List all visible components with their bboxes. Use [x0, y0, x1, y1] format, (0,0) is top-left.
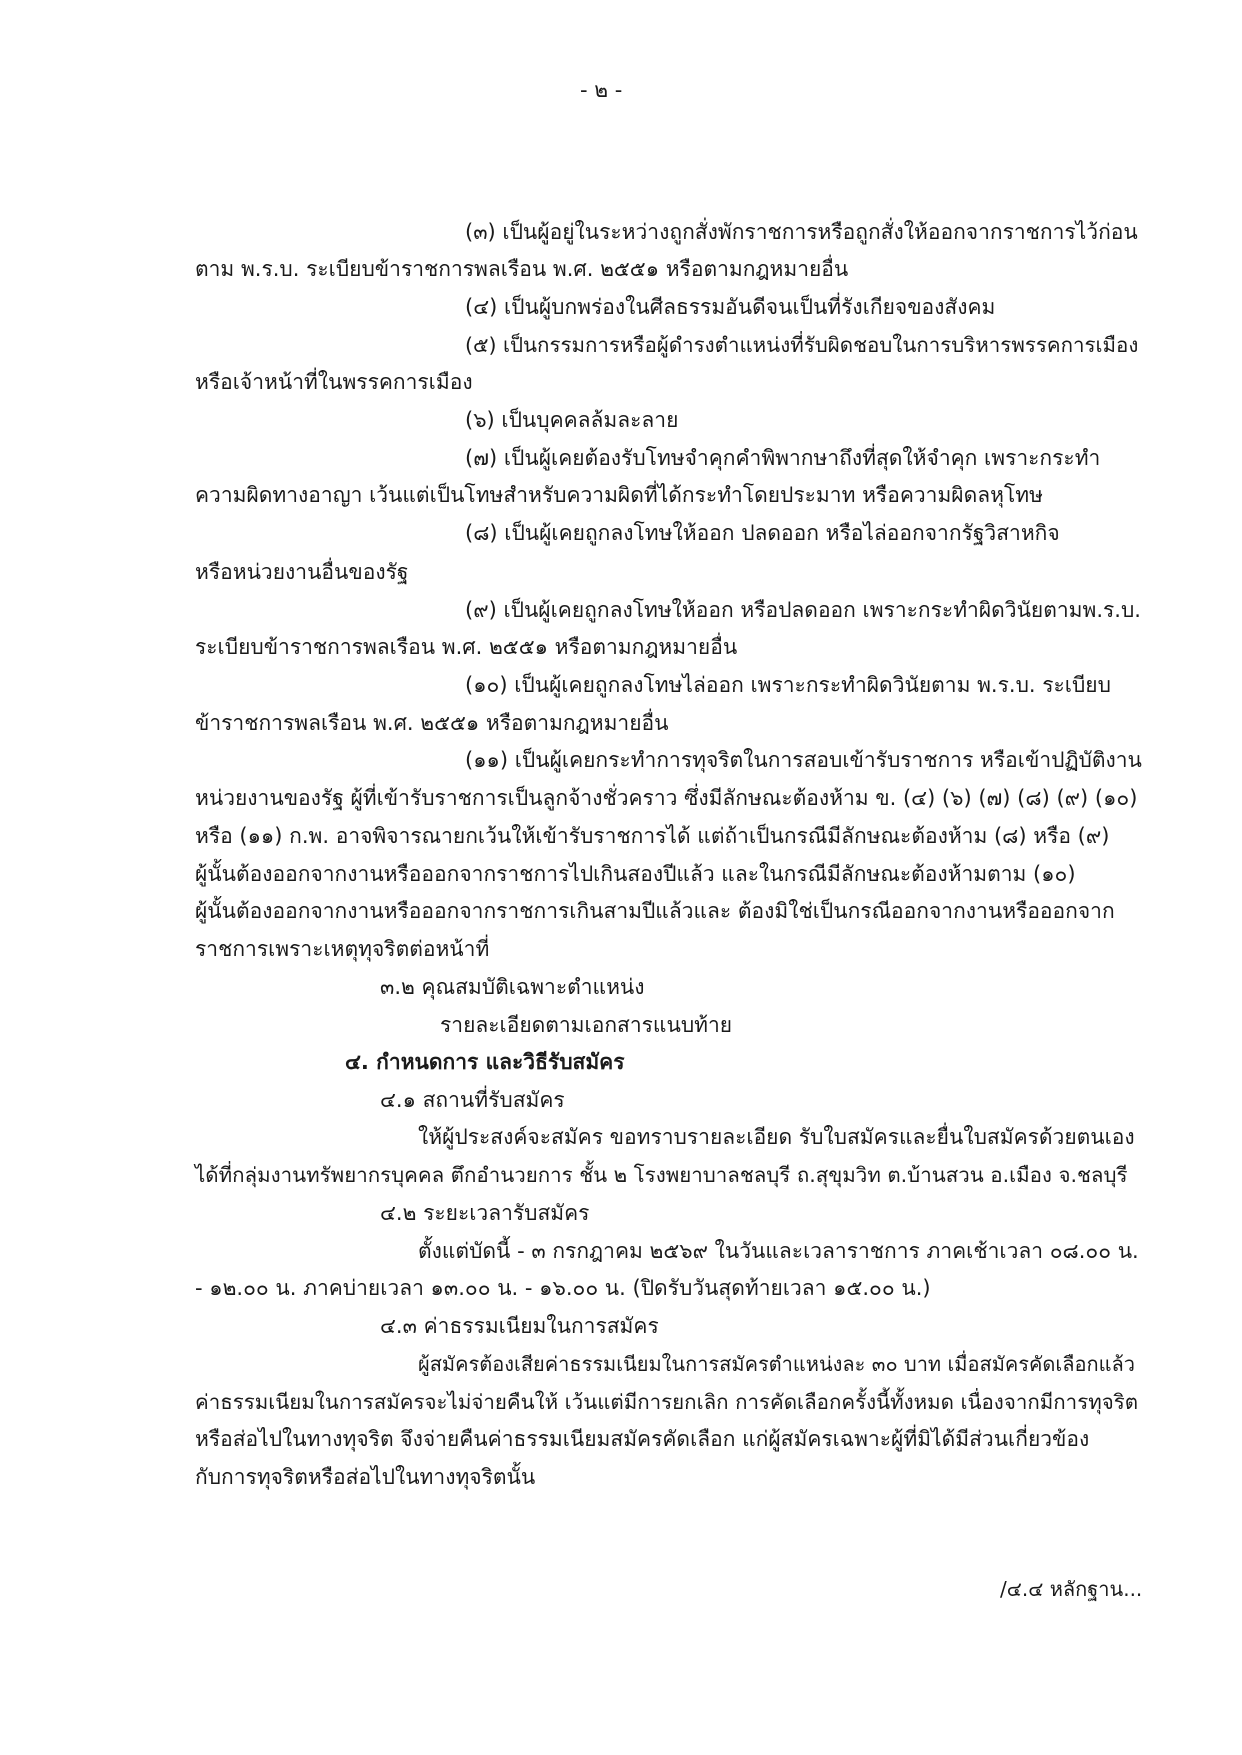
text-line: ให้ผู้ประสงค์จะสมัคร ขอทราบรายละเอียด รับใบสมัครและยื่นใบสมัครด้วยตนเอง: [418, 1125, 1135, 1149]
subsection-heading: ๓.๒ คุณสมบัติเฉพาะตำแหน่ง: [380, 975, 645, 999]
page-number: - ๒ -: [580, 78, 623, 102]
subsection-heading: ๔.๓ ค่าธรรมเนียมในการสมัคร: [380, 1314, 659, 1338]
text-line: ผู้สมัครต้องเสียค่าธรรมเนียมในการสมัครตำแหน่งละ ๓๐ บาท เมื่อสมัครคัดเลือกแล้ว: [418, 1352, 1135, 1376]
text-line: ความผิดทางอาญา เว้นแต่เป็นโทษสำหรับความผิดที่ได้กระทำโดยประมาท หรือความผิดลหุโทษ: [195, 483, 1043, 507]
text-line: ผู้นั้นต้องออกจากงานหรือออกจากราชการไปเกินสองปีแล้ว และในกรณีมีลักษณะต้องห้ามตาม (๑๐): [195, 862, 1076, 886]
text-line: (๙) เป็นผู้เคยถูกลงโทษให้ออก หรือปลดออก เพราะกระทำผิดวินัยตามพ.ร.บ.: [465, 598, 1141, 622]
text-line: (๑๑) เป็นผู้เคยกระทำการทุจริตในการสอบเข้ารับราชการ หรือเข้าปฏิบัติงาน: [465, 748, 1142, 772]
text-line: หรือ (๑๑) ก.พ. อาจพิจารณายกเว้นให้เข้ารับราชการได้ แต่ถ้าเป็นกรณีมีลักษณะต้องห้าม (๘) หรือ (๙): [195, 824, 1110, 848]
text-line: ค่าธรรมเนียมในการสมัครจะไม่จ่ายคืนให้ เว้นแต่มีการยกเลิก การคัดเลือกครั้งนี้ทั้งหมด เนื่องจากมีการทุจริต: [195, 1390, 1139, 1414]
continuation-note: /๔.๔ หลักฐาน...: [1000, 1577, 1143, 1601]
text-line: - ๑๒.๐๐ น. ภาคบ่ายเวลา ๑๓.๐๐ น. - ๑๖.๐๐ น. (ปิดรับวันสุดท้ายเวลา ๑๕.๐๐ น.): [195, 1276, 931, 1300]
text-line: ระเบียบข้าราชการพลเรือน พ.ศ. ๒๕๕๑ หรือตามกฎหมายอื่น: [195, 635, 738, 659]
section-heading: ๔. กำหนดการ และวิธีรับสมัคร: [345, 1050, 625, 1074]
text-line: ผู้นั้นต้องออกจากงานหรือออกจากราชการเกินสามปีแล้วและ ต้องมิใช่เป็นกรณีออกจากงานหรือออกจาก: [195, 899, 1115, 923]
text-line: (๖) เป็นบุคคลล้มละลาย: [465, 408, 679, 432]
text-line: ราชการเพราะเหตุทุจริตต่อหน้าที่: [195, 937, 490, 961]
text-line: หน่วยงานของรัฐ ผู้ที่เข้ารับราชการเป็นลูกจ้างชั่วคราว ซึ่งมีลักษณะต้องห้าม ข. (๔) (๖) (๗) (๘) (๙) (๑๐): [195, 786, 1138, 810]
text-line: ตั้งแต่บัดนี้ - ๓ กรกฎาคม ๒๕๖๙ ในวันและเวลาราชการ ภาคเช้าเวลา ๐๘.๐๐ น.: [418, 1239, 1139, 1263]
text-line: หรือเจ้าหน้าที่ในพรรคการเมือง: [195, 370, 473, 394]
text-line: (๗) เป็นผู้เคยต้องรับโทษจำคุกคำพิพากษาถึงที่สุดให้จำคุก เพราะกระทำ: [465, 446, 1101, 470]
text-line: หรือส่อไปในทางทุจริต จึงจ่ายคืนค่าธรรมเนียมสมัครคัดเลือก แก่ผู้สมัครเฉพาะผู้ที่มิได้มีส่วนเกี่ยวข้อง: [195, 1427, 1090, 1451]
text-line: (๕) เป็นกรรมการหรือผู้ดำรงตำแหน่งที่รับผิดชอบในการบริหารพรรคการเมือง: [465, 333, 1139, 357]
text-line: หรือหน่วยงานอื่นของรัฐ: [195, 560, 409, 584]
text-line: ข้าราชการพลเรือน พ.ศ. ๒๕๕๑ หรือตามกฎหมายอื่น: [195, 711, 669, 735]
text-line: กับการทุจริตหรือส่อไปในทางทุจริตนั้น: [195, 1465, 536, 1489]
text-line: ได้ที่กลุ่มงานทรัพยากรบุคคล ตึกอำนวยการ ชั้น ๒ โรงพยาบาลชลบุรี ถ.สุขุมวิท ต.บ้านสวน อ.เมือง จ.ชลบุรี: [195, 1163, 1128, 1187]
text-line: รายละเอียดตามเอกสารแนบท้าย: [440, 1013, 733, 1037]
subsection-heading: ๔.๒ ระยะเวลารับสมัคร: [380, 1201, 590, 1225]
text-line: ตาม พ.ร.บ. ระเบียบข้าราชการพลเรือน พ.ศ. ๒๕๕๑ หรือตามกฎหมายอื่น: [195, 257, 849, 281]
subsection-heading: ๔.๑ สถานที่รับสมัคร: [380, 1088, 565, 1112]
text-line: (๑๐) เป็นผู้เคยถูกลงโทษไล่ออก เพราะกระทำผิดวินัยตาม พ.ร.บ. ระเบียบ: [465, 673, 1111, 697]
text-line: (๓) เป็นผู้อยู่ในระหว่างถูกสั่งพักราชการหรือถูกสั่งให้ออกจากราชการไว้ก่อน: [465, 220, 1138, 244]
text-line: (๔) เป็นผู้บกพร่องในศีลธรรมอันดีจนเป็นที่รังเกียจของสังคม: [465, 295, 996, 319]
text-line: (๘) เป็นผู้เคยถูกลงโทษให้ออก ปลดออก หรือไล่ออกจากรัฐวิสาหกิจ: [465, 521, 1060, 545]
